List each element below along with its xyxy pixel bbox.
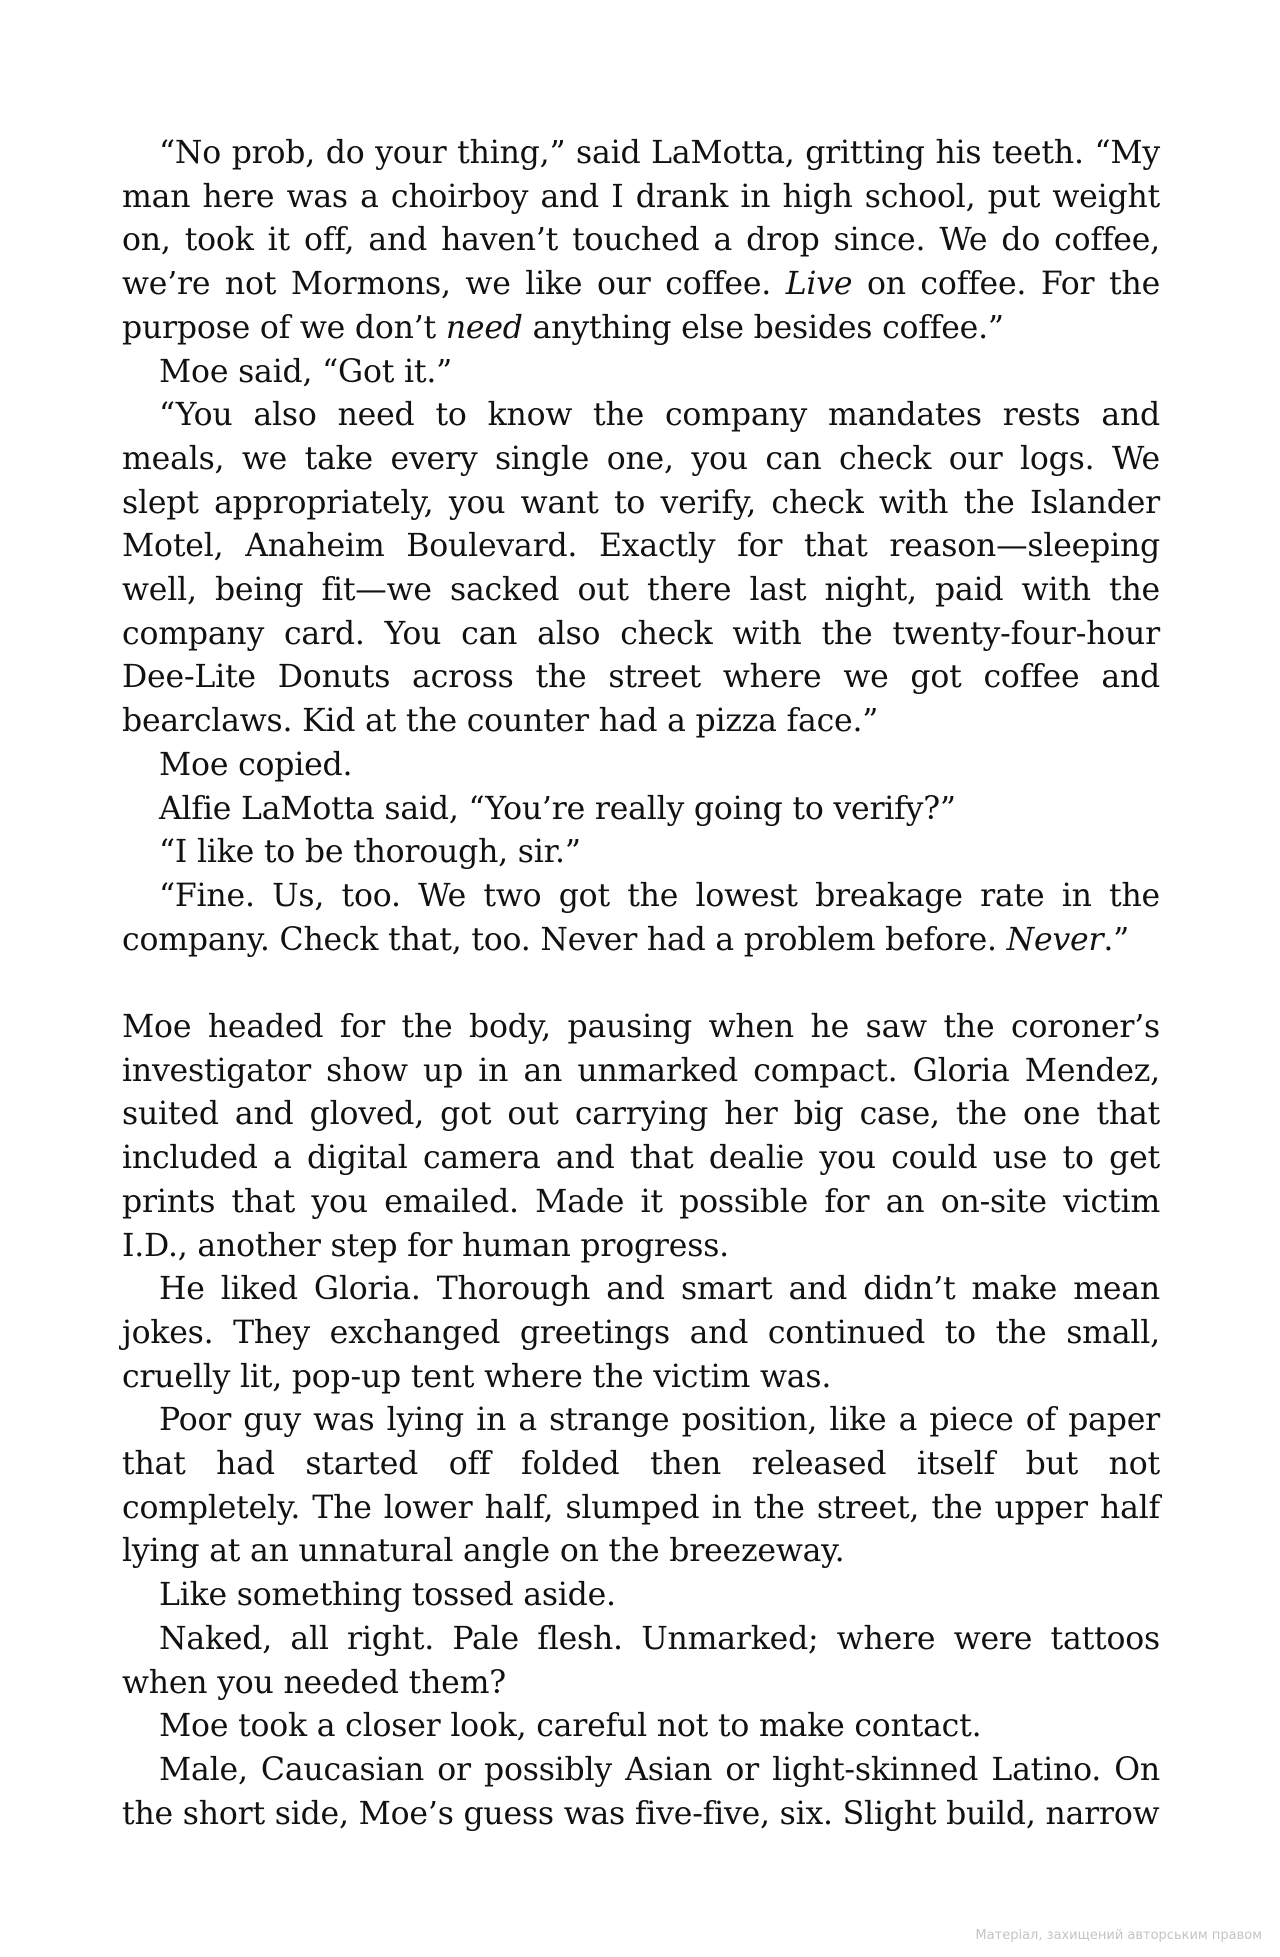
text-run: “Fine. Us, too. We two got the lowest breakage rate in the company. Check that, too. Never had a problem before. xyxy=(122,877,1160,958)
text-run: on coffee. For the purpose of we don’t xyxy=(122,266,1161,346)
paragraph xyxy=(122,1006,1160,1268)
paragraph xyxy=(122,744,1160,788)
book-page-text xyxy=(122,132,1160,1836)
italic-text: Live xyxy=(785,266,853,303)
paragraph xyxy=(122,1399,1160,1574)
text-run: He liked Gloria. Thorough and smart and didn’t make mean jokes. They exchanged greetings and continued to the small, cruelly lit, pop-up tent where the victim was. xyxy=(122,1271,1160,1395)
paragraph xyxy=(122,1574,1160,1618)
text-run: Moe took a closer look, careful not to make contact. xyxy=(159,1708,982,1745)
text-run: Alfie LaMotta said, “You’re really going to verify?” xyxy=(159,790,956,827)
text-run: Like something tossed aside. xyxy=(159,1577,616,1614)
section-break xyxy=(122,962,1160,1006)
text-run: “I like to be thorough, sir.” xyxy=(159,834,581,871)
text-run: Poor guy was lying in a strange position, like a piece of paper that had started off folded then released itself but not completely. The lower half, slumped in the street, the upper half lying at an unnatural angle on the breezeway. xyxy=(122,1402,1160,1570)
paragraph xyxy=(122,351,1160,395)
paragraph xyxy=(122,394,1160,744)
paragraph xyxy=(122,1268,1160,1399)
paragraph xyxy=(122,875,1160,962)
italic-text: Never xyxy=(1006,921,1104,958)
paragraph xyxy=(122,132,1160,351)
text-run: anything else besides coffee.” xyxy=(522,309,1004,346)
paragraph xyxy=(122,1618,1160,1705)
text-run: .” xyxy=(1103,921,1130,958)
paragraph xyxy=(122,1705,1160,1749)
paragraph xyxy=(122,831,1160,875)
text-run: “No prob, do your thing,” said LaMotta, gritting his teeth. “My man here was a choirboy and I drank in high school, put weight on, took it off, and haven’t touched a drop since. We do coffee, we’re not Mormons, we like our coffee. xyxy=(122,135,1160,303)
text-run: Moe said, “Got it.” xyxy=(159,353,453,390)
text-run: Male, Caucasian or possibly Asian or light-skinned Latino. On the short side, Moe’s guess was five-five, six. Slight build, narrow xyxy=(122,1752,1160,1832)
text-run: “You also need to know the company mandates rests and meals, we take every single one, you can check our logs. We slept appropriately, you want to verify, check with the Islander Motel, Anaheim Boulevard. Exactly for that reason—sleeping well, being fit—we sacked out there last night, paid with the company card. You can also check with the twenty-four-hour Dee-Lite Donuts across the street where we got coffee and bearclaws. Kid at the counter had a pizza face.” xyxy=(122,397,1160,740)
copyright-watermark: Матеріал, захищений авторським правом xyxy=(975,1928,1262,1943)
paragraph xyxy=(122,1749,1160,1836)
italic-text: need xyxy=(445,309,523,346)
text-run: Moe headed for the body, pausing when he saw the coroner’s investigator show up in an unmarked compact. Gloria Mendez, suited and gloved, got out carrying her big case, the one that included a digital camera and that dealie you could use to get prints that you emailed. Made it possible for an on-site victim I.D., another step for human progress. xyxy=(122,1009,1160,1264)
text-run: Moe copied. xyxy=(159,746,353,783)
paragraph xyxy=(122,788,1160,832)
text-run: Naked, all right. Pale flesh. Unmarked; where were tattoos when you needed them? xyxy=(122,1620,1160,1701)
